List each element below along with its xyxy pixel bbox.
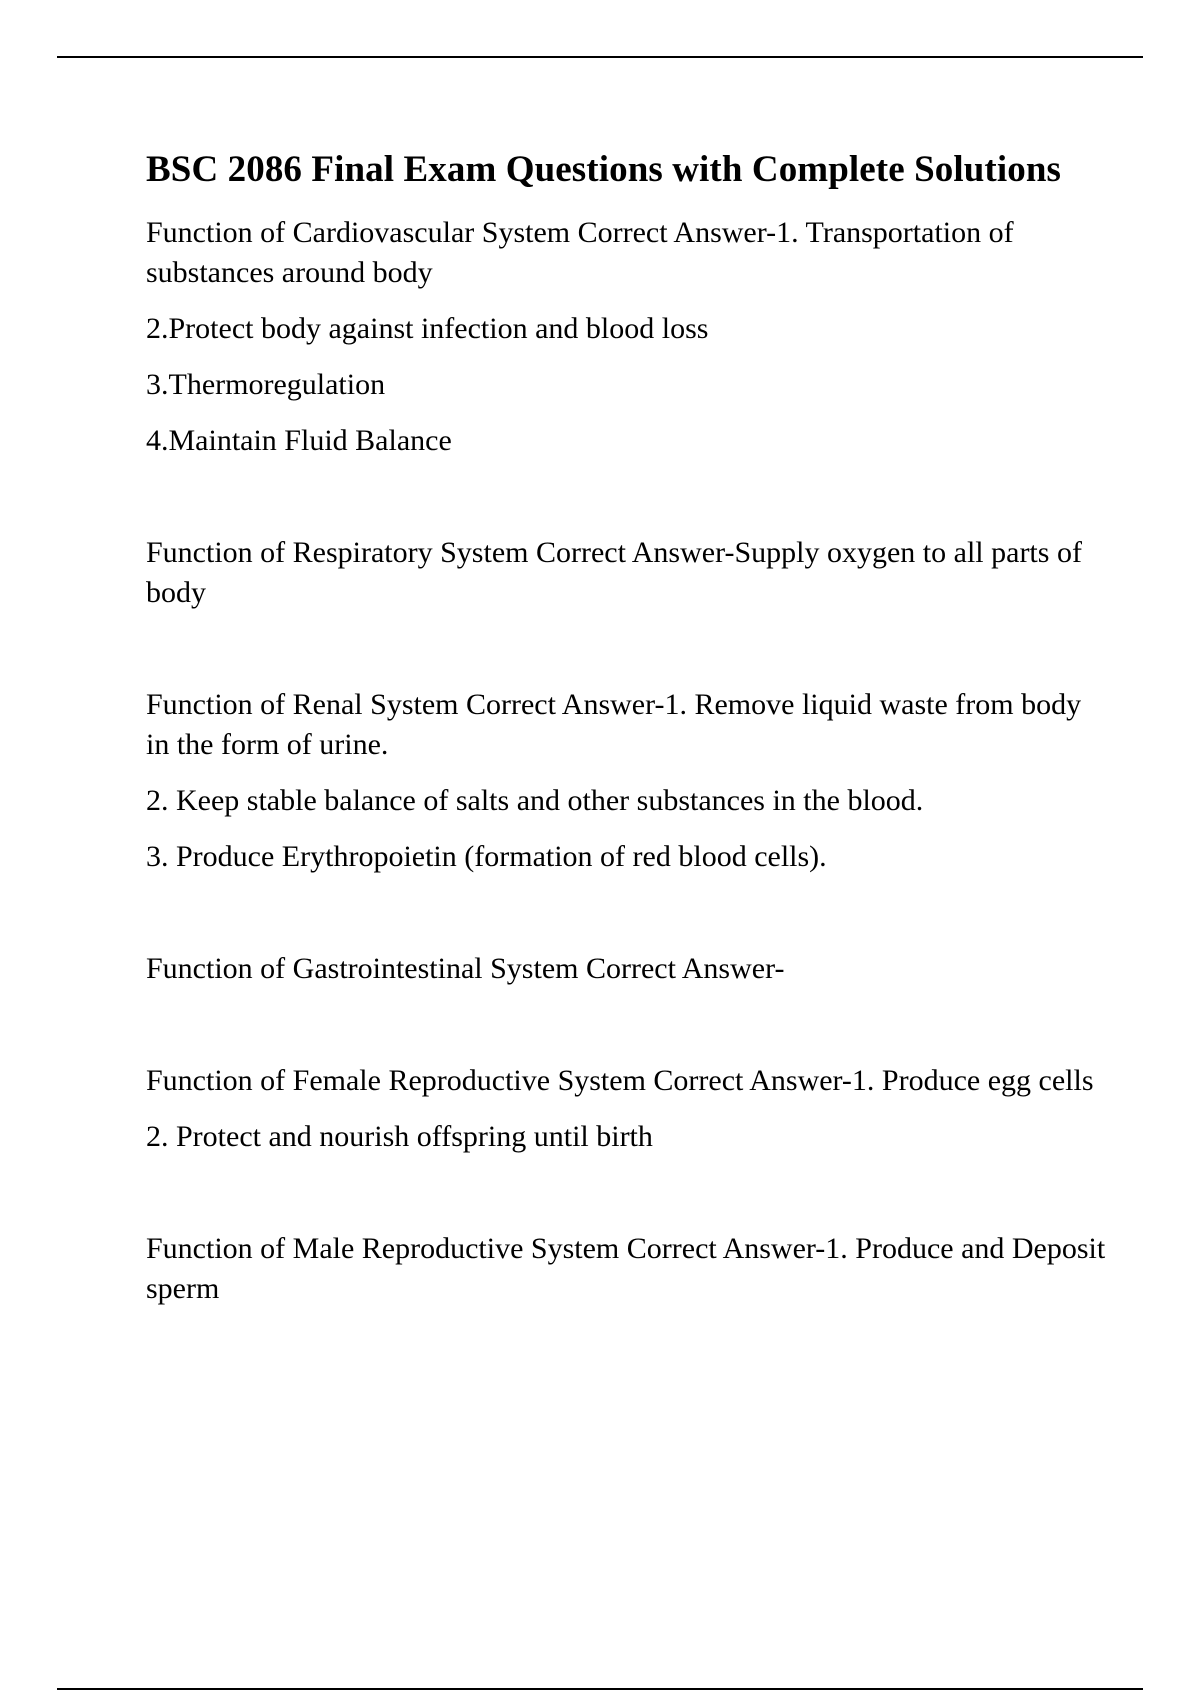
answer-line: Function of Male Reproductive System Correct Answer-1. Produce and Deposit sperm [146,1232,1106,1305]
entry-spacer [146,1173,1106,1229]
top-rule [57,56,1143,58]
entry-spacer [146,893,1106,949]
answer-line: 3. Produce Erythropoietin (formation of red blood cells). [146,840,827,873]
entry-spacer [146,477,1106,533]
entry-spacer [146,629,1106,685]
answer-line: Function of Gastrointestinal System Correct Answer- [146,952,785,985]
answer-line: 4.Maintain Fluid Balance [146,424,452,457]
bottom-rule [57,1688,1143,1690]
answer-line: 3.Thermoregulation [146,368,386,401]
qa-entry-respiratory [146,533,1106,613]
answer-line: Function of Respiratory System Correct Answer-Supply oxygen to all parts of body [146,536,1082,609]
answer-line: 2. Keep stable balance of salts and other substances in the blood. [146,784,924,817]
answer-line: Function of Cardiovascular System Correct Answer-1. Transportation of substances around body [146,216,1014,289]
entry-spacer [146,1005,1106,1061]
qa-entry-gastrointestinal [146,949,1106,989]
answer-line: 2. Protect and nourish offspring until birth [146,1120,653,1153]
answer-line: Function of Renal System Correct Answer-1. Remove liquid waste from body in the form of urine. [146,688,1082,761]
answer-line: Function of Female Reproductive System Correct Answer-1. Produce egg cells [146,1064,1094,1097]
qa-entry-renal [146,685,1106,877]
qa-entry-female-reproductive [146,1061,1106,1157]
qa-entry-male-reproductive [146,1229,1106,1309]
answer-line: 2.Protect body against infection and blood loss [146,312,709,345]
document-title: BSC 2086 Final Exam Questions with Complete Solutions [146,149,1061,190]
document-body [146,145,1106,1325]
qa-entry-cardiovascular [146,213,1106,461]
